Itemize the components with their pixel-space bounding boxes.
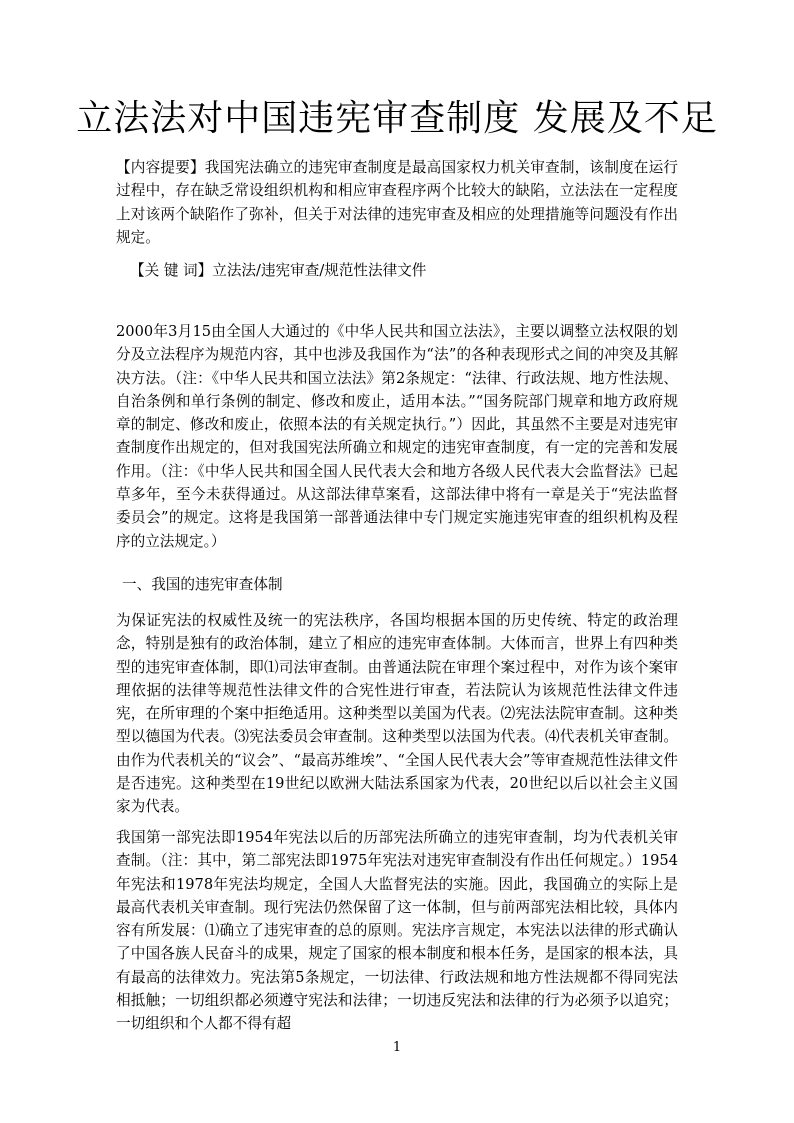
body-paragraph: 为保证宪法的权威性及统一的宪法秩序，各国均根据本国的历史传统、特定的政治理念，特别是独有的政治体制，建立了相应的违宪审查体制。大体而言，世界上有四种类型的违宪审查体制，即⑴司法审查制。由普通法院在审理个案过程中，对作为该个案审理依据的法律等规范性法律文件的合宪性进行审查，若法院认为该规范性法律文件违宪，在所审理的个案中拒绝适用。这种类型以美国为代表。⑵宪法法院审查制。这种类型以德国为代表。⑶宪法委员会审查制。这种类型以法国为代表。⑷代表机关审查制。由作为代表机关的“议会”、“最高苏维埃”、“全国人民代表大会”等审查规范性法律文件是否违宪。这种类型在19世纪以欧洲大陆法系国家为代表，20世纪以后以社会主义国家为代表。 <box>116 612 678 816</box>
page-number: 1 <box>392 1040 402 1055</box>
body-paragraph: 我国第一部宪法即1954年宪法以后的历部宪法所确立的违宪审查制，均为代表机关审查制。（注：其中，第二部宪法即1975年宪法对违宪审查制没有作出任何规定。）1954年宪法和1978年宪法均规定，全国人大监督宪法的实施。因此，我国确立的实际上是最高代表机关审查制。现行宪法仍然保留了这一体制，但与前两部宪法相比较，具体内容有所发展：⑴确立了违宪审查的总的原则。宪法序言规定，本宪法以法律的形式确认了中国各族人民奋斗的成果，规定了国家的根本制度和根本任务，是国家的根本法，具有最高的法律效力。宪法第5条规定，一切法律、行政法规和地方性法规都不得同宪法相抵触；一切组织都必须遵守宪法和法律；一切违反宪法和法律的行为必须予以追究；一切组织和个人都不得有超 <box>116 829 678 1033</box>
document-title: 立法法对中国违宪审查制度 发展及不足 <box>76 98 718 139</box>
abstract-paragraph: 【内容提要】我国宪法确立的违宪审查制度是最高国家权力机关审查制，该制度在运行过程中，存在缺乏常设组织机构和相应审查程序两个比较大的缺陷，立法法在一定程度上对该两个缺陷作了弥补，但关于对法律的违宪审查及相应的处理措施等问题没有作出规定。 <box>116 159 678 246</box>
section-heading: 一、我国的违宪审查体制 <box>122 576 283 593</box>
body-paragraph: 2000年3月15由全国人大通过的《中华人民共和国立法法》，主要以调整立法权限的划分及立法程序为规范内容，其中也涉及我国作为“法”的各种表现形式之间的冲突及其解决方法。（注：《中华人民共和国立法法》第2条规定：“法律、行政法规、地方性法规、自治条例和单行条例的制定、修改和废止，适用本法。”“国务院部门规章和地方政府规章的制定、修改和废止，依照本法的有关规定执行。”）因此，其虽然不主要是对违宪审查制度作出规定的，但对我国宪法所确立和规定的违宪审查制度，有一定的完善和发展作用。（注：《中华人民共和国全国人民代表大会和地方各级人民代表大会监督法》已起草多年，至今未获得通过。从这部法律草案看，这部法律中将有一章是关于“宪法监督委员会”的规定。这将是我国第一部普通法律中专门规定实施违宪审查的组织机构及程序的立法规定。） <box>116 323 678 550</box>
keywords-line: 【关 键 词】立法法/违宪审查/规范性法律文件 <box>130 262 427 279</box>
